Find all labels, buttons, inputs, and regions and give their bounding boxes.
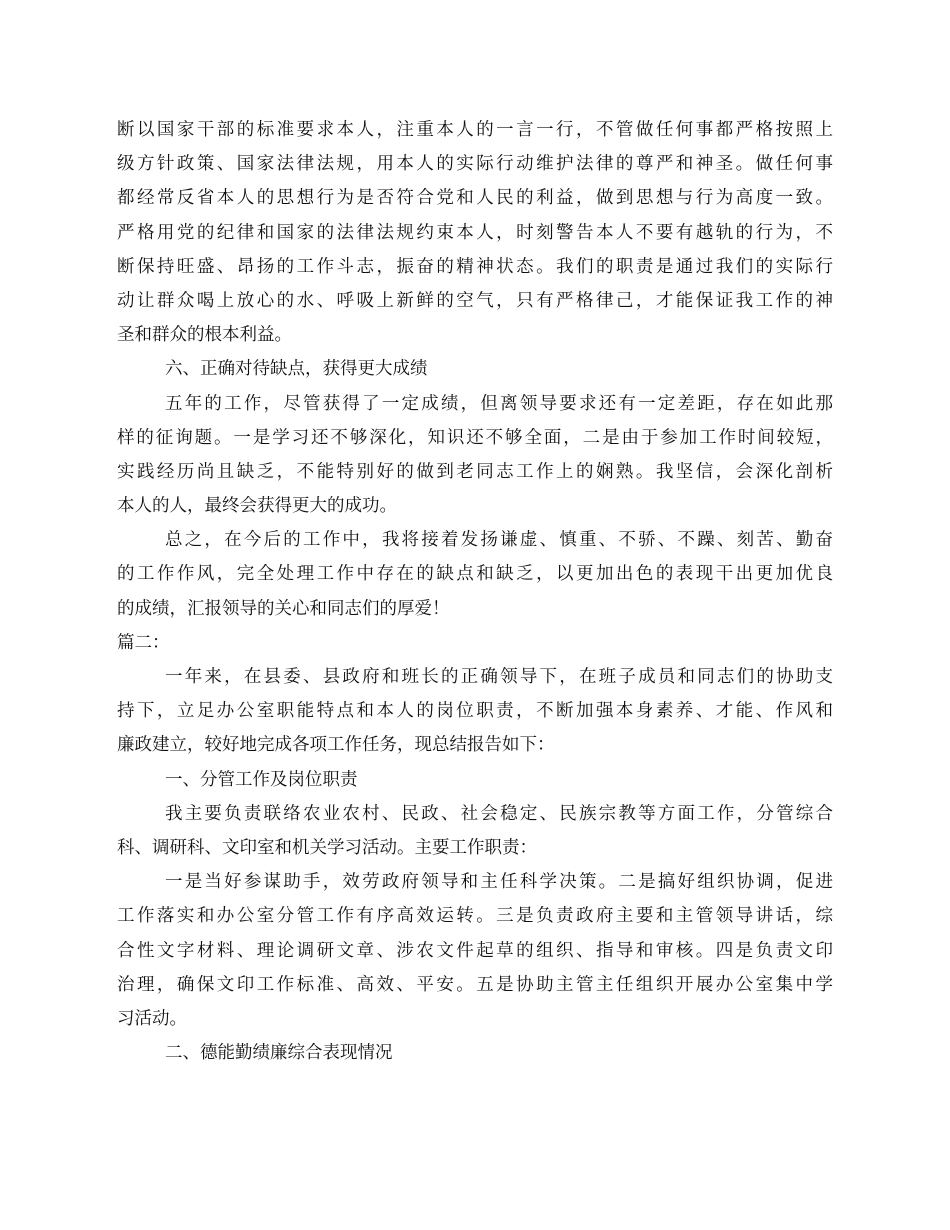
- text-line: 一年来，在县委、县政府和班长的正确领导下，在班子成员和同志们的协助支: [165, 667, 833, 687]
- text-line: 合性文字材料、理论调研文章、涉农文件起草的组织、指导和审核。四是负责文印: [117, 940, 833, 961]
- text-line: 习活动。: [117, 1008, 187, 1029]
- text-line: 篇二：: [117, 632, 170, 653]
- text-line: 的成绩，汇报领导的关心和同志们的厚爱！: [117, 598, 450, 619]
- text-line: 工作落实和办公室分管工作有序高效运转。三是负责政府主要和主管领导讲话，综: [117, 906, 833, 927]
- text-line: 二、德能勤绩廉综合表现情况: [165, 1043, 393, 1064]
- text-line: 断以国家干部的标准要求本人，注重本人的一言一行，不管做任何事都严格按照上: [117, 120, 833, 140]
- text-line: 严格用党的纪律和国家的法律法规约束本人，时刻警告本人不要有越轨的行为，不: [117, 222, 833, 243]
- document-body: [117, 113, 833, 1070]
- text-line: 总之，在今后的工作中，我将接着发扬谦虚、慎重、不骄、不躁、刻苦、勤奋: [165, 530, 833, 551]
- text-line: 实践经历尚且缺乏，不能特别好的做到老同志工作上的娴熟。我坚信，会深化剖析: [117, 461, 833, 482]
- text-line: 都经常反省本人的思想行为是否符合党和人民的利益，做到思想与行为高度一致。: [117, 188, 833, 209]
- text-line: 六、正确对待缺点，获得更大成绩: [165, 359, 428, 380]
- text-line: 五年的工作，尽管获得了一定成绩，但离领导要求还有一定差距，存在如此那: [165, 393, 833, 414]
- text-line: 一、分管工作及岗位职责: [165, 769, 358, 790]
- text-line: 本人的人，最终会获得更大的成功。: [117, 496, 397, 517]
- text-line: 的工作作风，完全处理工作中存在的缺点和缺乏，以更加出色的表现干出更加优良: [117, 564, 833, 585]
- text-line: 廉政建立，较好地完成各项工作任务，现总结报告如下：: [117, 735, 555, 756]
- text-line: 科、调研科、文印室和机关学习活动。主要工作职责：: [117, 837, 537, 858]
- text-line: 持下，立足办公室职能特点和本人的岗位职责，不断加强本身素养、才能、作风和: [117, 701, 833, 722]
- text-line: 断保持旺盛、昂扬的工作斗志，振奋的精神状态。我们的职责是通过我们的实际行: [117, 256, 833, 277]
- text-line: 我主要负责联络农业农村、民政、社会稳定、民族宗教等方面工作，分管综合: [165, 803, 833, 824]
- text-line: 圣和群众的根本利益。: [117, 325, 292, 346]
- text-line: 一是当好参谋助手，效劳政府领导和主任科学决策。二是搞好组织协调，促进: [165, 872, 833, 893]
- text-line: 治理，确保文印工作标准、高效、平安。五是协助主管主任组织开展办公室集中学: [117, 974, 833, 995]
- text-line: 动让群众喝上放心的水、呼吸上新鲜的空气，只有严格律己，才能保证我工作的神: [117, 290, 833, 311]
- text-line: 样的征询题。一是学习还不够深化，知识还不够全面，二是由于参加工作时间较短，: [117, 427, 833, 448]
- text-line: 级方针政策、国家法律法规，用本人的实际行动维护法律的尊严和神圣。做任何事: [117, 154, 833, 175]
